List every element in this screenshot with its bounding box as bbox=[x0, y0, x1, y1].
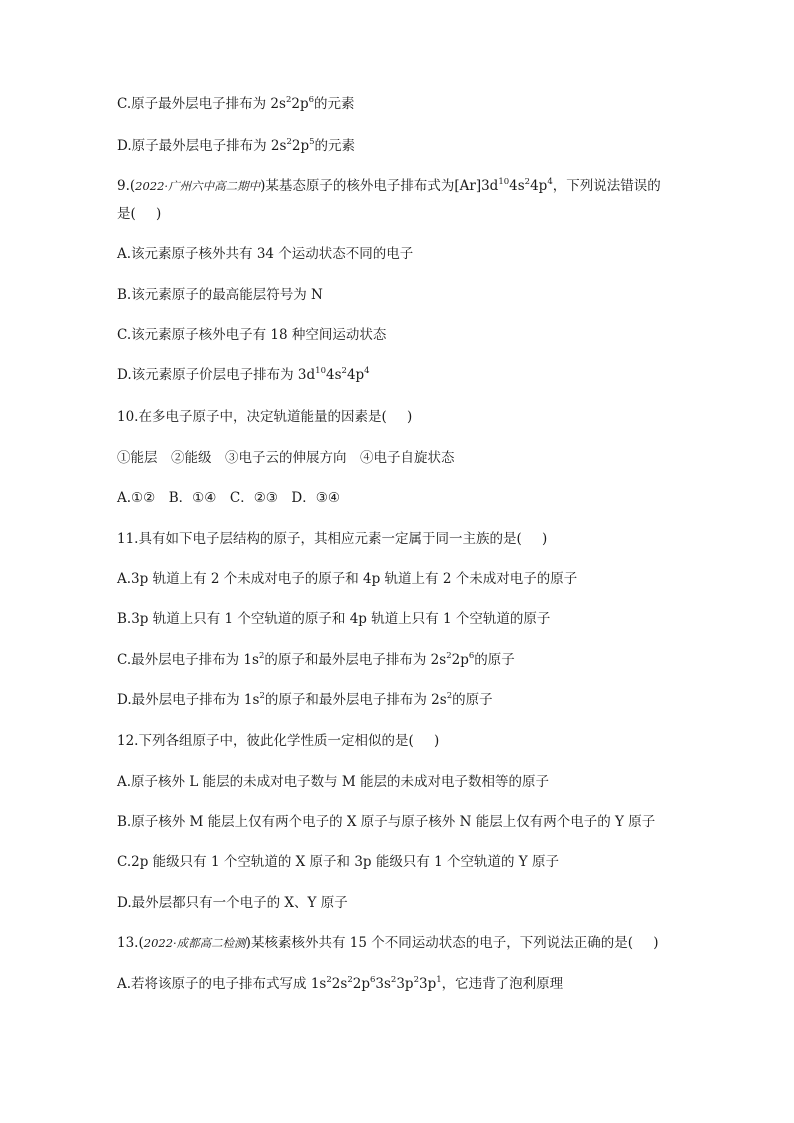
question-13-stem: 13.(2022·成都高二检测)某核素核外共有 15 个不同运动状态的电子，下列说法正确的是( ) bbox=[117, 935, 659, 951]
option-c-q8: C.原子最外层电子排布为 $2s^22p^6$的元素 bbox=[117, 95, 355, 112]
q12-option-b: B.原子核外 M 能层上仅有两个电子的 X 原子与原子核外 N 能层上仅有两个电子的 Y 原子 bbox=[117, 814, 656, 830]
q9-option-d: D.该元素原子价层电子排布为 $3d^{10}4s^24p^4$ bbox=[117, 366, 370, 383]
q13-option-a: A.若将该原子的电子排布式写成 $1s^22s^22p^63s^23p^23p^1$，它违背了泡利原理 bbox=[117, 975, 564, 992]
q9-option-a: A.该元素原子核外共有 34 个运动状态不同的电子 bbox=[117, 246, 414, 262]
question-11-stem: 11.具有如下电子层结构的原子，其相应元素一定属于同一主族的是( ) bbox=[117, 531, 548, 547]
q11-option-d: D.最外层电子排布为 $1s^2$的原子和最外层电子排布为 $2s^2$的原子 bbox=[117, 691, 493, 708]
q11-option-a: A.3p 轨道上有 2 个未成对电子的原子和 4p 轨道上有 2 个未成对电子的原子 bbox=[117, 571, 578, 587]
q11-option-b: B.3p 轨道上只有 1 个空轨道的原子和 4p 轨道上只有 1 个空轨道的原子 bbox=[117, 611, 551, 627]
option-d-q8: D.原子最外层电子排布为 $2s^22p^5$的元素 bbox=[117, 137, 356, 154]
q9-option-b: B.该元素原子的最高能层符号为 N bbox=[117, 287, 323, 303]
q10-factors: ①能层 ②能级 ③电子云的伸展方向 ④电子自旋状态 bbox=[117, 450, 455, 466]
q10-options: A.①② B．①④ C．②③ D．③④ bbox=[117, 490, 340, 506]
q12-option-d: D.最外层都只有一个电子的 X、Y 原子 bbox=[117, 895, 348, 911]
q9-option-c: C.该元素原子核外电子有 18 种空间运动状态 bbox=[117, 327, 387, 343]
question-12-stem: 12.下列各组原子中，彼此化学性质一定相似的是( ) bbox=[117, 733, 440, 749]
question-9-stem: 9.(2022·广州六中高二期中)某基态原子的核外电子排布式为$[Ar]3d^{10}4s^24p^4$，下列说法错误的 bbox=[117, 177, 661, 194]
question-10-stem: 10.在多电子原子中，决定轨道能量的因素是( ) bbox=[117, 409, 413, 425]
question-9-stem-cont: 是( ) bbox=[117, 206, 162, 222]
q12-option-a: A.原子核外 L 能层的未成对电子数与 M 能层的未成对电子数相等的原子 bbox=[117, 774, 549, 790]
q11-option-c: C.最外层电子排布为 $1s^2$的原子和最外层电子排布为 $2s^22p^6$的原子 bbox=[117, 651, 515, 668]
q12-option-c: C.2p 能级只有 1 个空轨道的 X 原子和 3p 能级只有 1 个空轨道的 Y 原子 bbox=[117, 854, 560, 870]
